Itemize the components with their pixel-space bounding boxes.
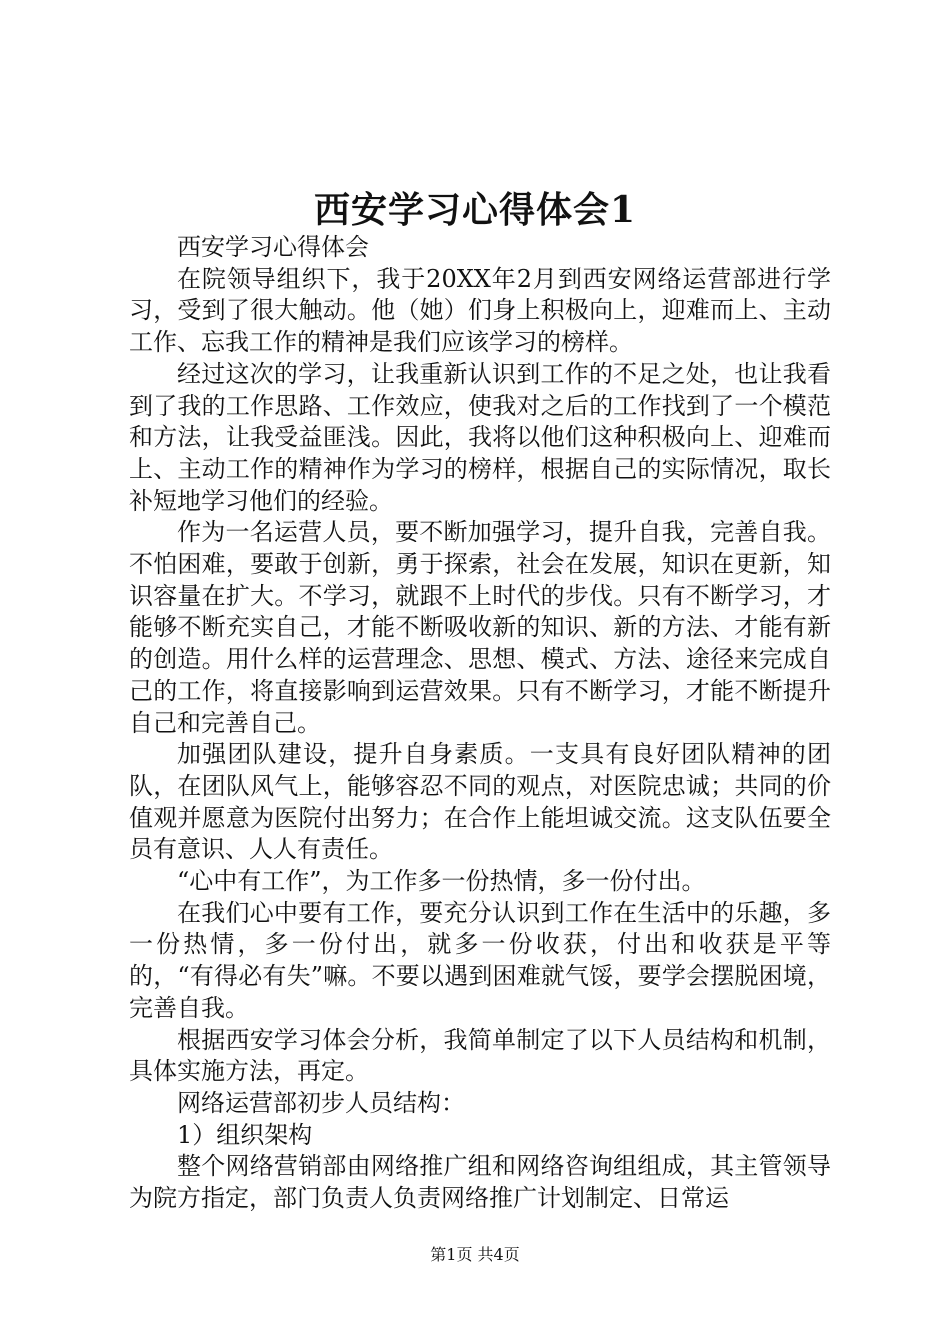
- paragraph: 经过这次的学习，让我重新认识到工作的不足之处，也让我看到了我的工作思路、工作效应，使我对之后的工作找到了一个模范和方法，让我受益匪浅。因此，我将以他们这种积极向上、迎难而上、主动工作的精神作为学习的榜样，根据自己的实际情况，取长补短地学习他们的经验。: [129, 359, 831, 515]
- paragraph: 整个网络营销部由网络推广组和网络咨询组组成，其主管领导为院方指定，部门负责人负责网络推广计划制定、日常运: [129, 1152, 831, 1213]
- paragraph: 加强团队建设，提升自身素质。一支具有良好团队精神的团队，在团队风气上，能够容忍不同的观点，对医院忠诚；共同的价值观并愿意为医院付出努力；在合作上能坦诚交流。这支队伍要全员有意识、人人有责任。: [129, 740, 831, 864]
- paragraph: 在我们心中要有工作，要充分认识到工作在生活中的乐趣，多一份热情，多一份付出，就多一份收获，付出和收获是平等的，“有得必有失”嘛。不要以遇到困难就气馁，要学会摆脱困境，完善自我。: [129, 898, 831, 1022]
- page-number-footer: 第1页 共4页: [430, 1245, 520, 1264]
- paragraph: 西安学习心得体会: [177, 233, 369, 261]
- paragraph: 1）组织架构: [177, 1120, 313, 1149]
- paragraph: 在院领导组织下，我于20XX年2月到西安网络运营部进行学习，受到了很大触动。他（她）们身上积极向上，迎难而上、主动工作、忘我工作的精神是我们应该学习的榜样。: [129, 264, 831, 357]
- paragraph: 作为一名运营人员，要不断加强学习，提升自我，完善自我。不怕困难，要敢于创新，勇于探索，社会在发展，知识在更新，知识容量在扩大。不学习，就跟不上时代的步伐。只有不断学习，才能够不断充实自己，才能不断吸收新的知识、新的方法、才能有新的创造。用什么样的运营理念、思想、模式、方法、途径来完成自己的工作，将直接影响到运营效果。只有不断学习，才能不断提升自己和完善自己。: [129, 518, 831, 737]
- paragraph: “心中有工作”，为工作多一份热情，多一份付出。: [177, 867, 706, 896]
- document-body: [129, 232, 831, 1215]
- paragraph: 根据西安学习体会分析，我简单制定了以下人员结构和机制，具体实施方法，再定。: [129, 1025, 831, 1086]
- document-title: 西安学习心得体会1: [313, 189, 637, 231]
- paragraph: 网络运营部初步人员结构：: [177, 1088, 465, 1117]
